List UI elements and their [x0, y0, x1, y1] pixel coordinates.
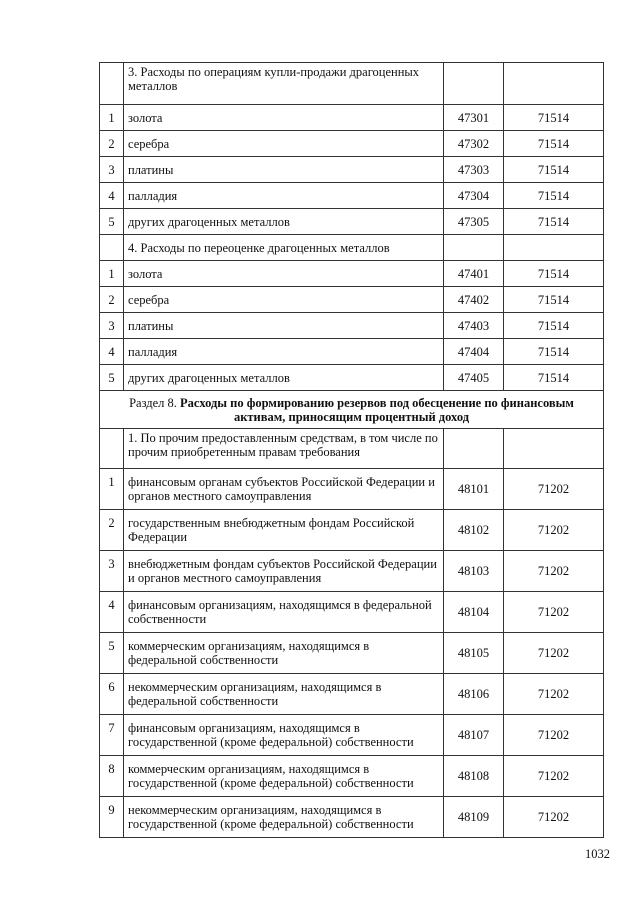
- row-number: 9: [100, 797, 124, 838]
- table-row: [100, 469, 604, 510]
- table-row: [100, 209, 604, 235]
- table-row: [100, 105, 604, 131]
- row-number: 4: [100, 339, 124, 365]
- account-number: 48103: [444, 551, 504, 592]
- account-number: 48104: [444, 592, 504, 633]
- account-number: 47404: [444, 339, 504, 365]
- row-name: финансовым организациям, находящимся в государственной (кроме федеральной) собственности: [124, 715, 444, 756]
- symbol-code: 71514: [504, 365, 604, 391]
- symbol-code: 71514: [504, 131, 604, 157]
- row-number: 4: [100, 183, 124, 209]
- row-name: палладия: [124, 183, 444, 209]
- row-number: 4: [100, 592, 124, 633]
- row-number: 5: [100, 209, 124, 235]
- section-prefix: Раздел 8.: [129, 395, 177, 410]
- row-name: золота: [124, 105, 444, 131]
- row-name: других драгоценных металлов: [124, 365, 444, 391]
- row-name: внебюджетным фондам субъектов Российской Федерации и органов местного самоуправления: [124, 551, 444, 592]
- symbol-code: 71202: [504, 633, 604, 674]
- group-header: 1. По прочим предоставленным средствам, в том числе по прочим приобретенным правам требования: [124, 429, 444, 469]
- symbol-cell: [504, 63, 604, 105]
- table-row: [100, 633, 604, 674]
- row-number: 2: [100, 287, 124, 313]
- table-row: [100, 797, 604, 838]
- row-number: 3: [100, 551, 124, 592]
- account-number: 47402: [444, 287, 504, 313]
- row-name: серебра: [124, 287, 444, 313]
- symbol-code: 71202: [504, 797, 604, 838]
- row-name: платины: [124, 157, 444, 183]
- table-row: [100, 131, 604, 157]
- account-number: 48107: [444, 715, 504, 756]
- symbol-code: 71514: [504, 339, 604, 365]
- symbol-code: 71514: [504, 261, 604, 287]
- row-number: 5: [100, 365, 124, 391]
- section-row: [100, 391, 604, 429]
- page-number: 1032: [585, 847, 610, 861]
- group-header-row: [100, 429, 604, 469]
- row-number-cell: [100, 429, 124, 469]
- row-number: 1: [100, 105, 124, 131]
- table-row: [100, 339, 604, 365]
- account-number: 48109: [444, 797, 504, 838]
- table-row: [100, 756, 604, 797]
- symbol-code: 71202: [504, 551, 604, 592]
- accounts-table: [99, 62, 604, 838]
- table-row: [100, 592, 604, 633]
- table-row: [100, 674, 604, 715]
- group-header-row: [100, 63, 604, 105]
- account-number: 47403: [444, 313, 504, 339]
- symbol-code: 71514: [504, 209, 604, 235]
- account-number: 47401: [444, 261, 504, 287]
- table-row: [100, 183, 604, 209]
- row-name: серебра: [124, 131, 444, 157]
- account-cell: [444, 63, 504, 105]
- section-heading: Расходы по формированию резервов под обесценение по финансовым активам, приносящим процентный доход: [180, 395, 574, 424]
- row-name: коммерческим организациям, находящимся в федеральной собственности: [124, 633, 444, 674]
- account-number: 48106: [444, 674, 504, 715]
- row-number-cell: [100, 63, 124, 105]
- table-row: [100, 287, 604, 313]
- row-name: платины: [124, 313, 444, 339]
- row-name: коммерческим организациям, находящимся в государственной (кроме федеральной) собственности: [124, 756, 444, 797]
- row-number: 2: [100, 131, 124, 157]
- symbol-code: 71514: [504, 183, 604, 209]
- row-name: государственным внебюджетным фондам Российской Федерации: [124, 510, 444, 551]
- symbol-cell: [504, 429, 604, 469]
- symbol-code: 71202: [504, 715, 604, 756]
- row-name: золота: [124, 261, 444, 287]
- table-row: [100, 551, 604, 592]
- group-header: 4. Расходы по переоценке драгоценных металлов: [124, 235, 444, 261]
- symbol-code: 71202: [504, 756, 604, 797]
- section-title: [100, 391, 604, 429]
- row-name: финансовым органам субъектов Российской Федерации и органов местного самоуправления: [124, 469, 444, 510]
- symbol-cell: [504, 235, 604, 261]
- symbol-code: 71514: [504, 287, 604, 313]
- row-number: 1: [100, 469, 124, 510]
- row-number: 5: [100, 633, 124, 674]
- account-number: 47405: [444, 365, 504, 391]
- group-header: 3. Расходы по операциям купли-продажи драгоценных металлов: [124, 63, 444, 105]
- row-name: других драгоценных металлов: [124, 209, 444, 235]
- row-number: 2: [100, 510, 124, 551]
- account-number: 47301: [444, 105, 504, 131]
- symbol-code: 71514: [504, 105, 604, 131]
- accounts-table-body: [100, 63, 604, 838]
- row-number: 3: [100, 313, 124, 339]
- row-name: финансовым организациям, находящимся в федеральной собственности: [124, 592, 444, 633]
- account-cell: [444, 235, 504, 261]
- symbol-code: 71202: [504, 592, 604, 633]
- row-name: некоммерческим организациям, находящимся в федеральной собственности: [124, 674, 444, 715]
- account-number: 48102: [444, 510, 504, 551]
- group-header-row: [100, 235, 604, 261]
- symbol-code: 71514: [504, 313, 604, 339]
- account-number: 48101: [444, 469, 504, 510]
- account-number: 48105: [444, 633, 504, 674]
- row-name: некоммерческим организациям, находящимся в государственной (кроме федеральной) собственности: [124, 797, 444, 838]
- symbol-code: 71202: [504, 469, 604, 510]
- account-number: 47303: [444, 157, 504, 183]
- symbol-code: 71202: [504, 674, 604, 715]
- account-number: 48108: [444, 756, 504, 797]
- row-number-cell: [100, 235, 124, 261]
- table-row: [100, 715, 604, 756]
- account-number: 47304: [444, 183, 504, 209]
- table-row: [100, 157, 604, 183]
- row-number: 7: [100, 715, 124, 756]
- account-cell: [444, 429, 504, 469]
- account-number: 47305: [444, 209, 504, 235]
- symbol-code: 71514: [504, 157, 604, 183]
- row-number: 3: [100, 157, 124, 183]
- table-row: [100, 261, 604, 287]
- table-row: [100, 313, 604, 339]
- table-row: [100, 365, 604, 391]
- row-name: палладия: [124, 339, 444, 365]
- row-number: 8: [100, 756, 124, 797]
- table-row: [100, 510, 604, 551]
- account-number: 47302: [444, 131, 504, 157]
- row-number: 6: [100, 674, 124, 715]
- row-number: 1: [100, 261, 124, 287]
- symbol-code: 71202: [504, 510, 604, 551]
